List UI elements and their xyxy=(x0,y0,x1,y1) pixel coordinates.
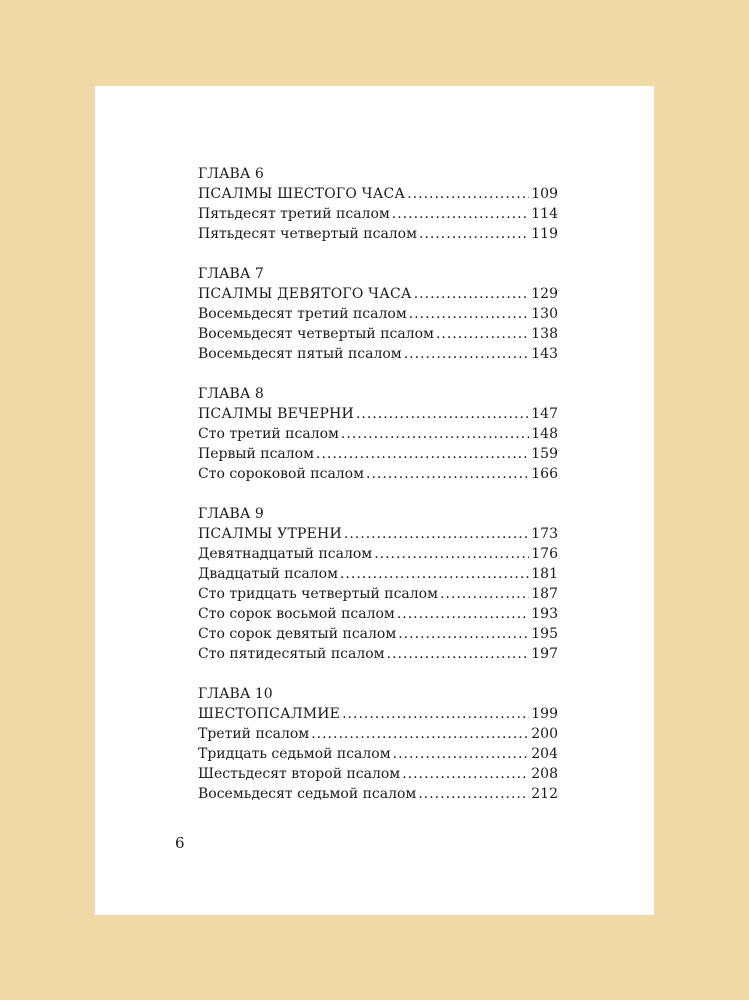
dot-leader xyxy=(311,724,529,744)
entry-page-number: 204 xyxy=(531,746,558,762)
entry-page-number: 109 xyxy=(531,186,558,202)
entry-page-number: 200 xyxy=(531,726,558,742)
dot-leader xyxy=(398,624,529,644)
entry-label: Сто тридцать четвертый псалом xyxy=(198,586,438,602)
entry-label: Восемьдесят четвертый псалом xyxy=(198,326,434,342)
entry-label: Сто сорок восьмой псалом xyxy=(198,606,395,622)
toc-entry xyxy=(198,424,558,444)
chapter-title: ГЛАВА 9 xyxy=(198,506,264,522)
entry-page-number: 119 xyxy=(531,226,558,242)
entry-label: ПСАЛМЫ ШЕСТОГО ЧАСА xyxy=(198,186,406,202)
entry-label: Первый псалом xyxy=(198,446,314,462)
entry-label: Восемьдесят третий псалом xyxy=(198,306,407,322)
toc-entry xyxy=(198,584,558,604)
entry-label: Пятьдесят четвертый псалом xyxy=(198,226,417,242)
entry-label: ШЕСТОПСАЛМИЕ xyxy=(198,706,341,722)
toc-entry xyxy=(198,464,558,484)
entry-page-number: 193 xyxy=(531,606,558,622)
page-number: 6 xyxy=(175,834,185,852)
toc-entry xyxy=(198,604,558,624)
toc-entry xyxy=(198,564,558,584)
toc-entry xyxy=(198,764,558,784)
entry-page-number: 173 xyxy=(531,526,558,542)
entry-label: ПСАЛМЫ ДЕВЯТОГО ЧАСА xyxy=(198,286,412,302)
dot-leader xyxy=(342,704,529,724)
dot-leader xyxy=(436,324,529,344)
dot-leader xyxy=(374,544,529,564)
toc-entry xyxy=(198,524,558,544)
entry-page-number: 143 xyxy=(531,346,558,362)
entry-page-number: 129 xyxy=(531,286,558,302)
entry-label: Сто пятидесятый псалом xyxy=(198,646,385,662)
chapter-title: ГЛАВА 10 xyxy=(198,686,273,702)
dot-leader xyxy=(387,644,530,664)
entry-page-number: 166 xyxy=(531,466,558,482)
dot-leader xyxy=(407,184,529,204)
dot-leader xyxy=(440,584,529,604)
dot-leader xyxy=(316,444,529,464)
entry-label: Пятьдесят третий псалом xyxy=(198,206,390,222)
toc-entry xyxy=(198,704,558,724)
chapter-6 xyxy=(198,164,558,244)
entry-label: Двадцатый псалом xyxy=(198,566,338,582)
toc-entry xyxy=(198,404,558,424)
entry-label: Сто третий псалом xyxy=(198,426,339,442)
entry-page-number: 199 xyxy=(531,706,558,722)
dot-leader xyxy=(419,224,529,244)
entry-page-number: 181 xyxy=(531,566,558,582)
entry-label: ПСАЛМЫ ВЕЧЕРНИ xyxy=(198,406,354,422)
entry-page-number: 197 xyxy=(531,646,558,662)
entry-page-number: 195 xyxy=(531,626,558,642)
chapter-title: ГЛАВА 7 xyxy=(198,266,264,282)
entry-label: Сто сорок девятый псалом xyxy=(198,626,397,642)
toc-entry xyxy=(198,744,558,764)
chapter-8 xyxy=(198,384,558,484)
dot-leader xyxy=(404,344,530,364)
dot-leader xyxy=(344,524,529,544)
dot-leader xyxy=(397,604,529,624)
chapter-7 xyxy=(198,264,558,364)
toc-entry xyxy=(198,644,558,664)
entry-page-number: 176 xyxy=(531,546,558,562)
entry-label: ПСАЛМЫ УТРЕНИ xyxy=(198,526,342,542)
dot-leader xyxy=(402,764,529,784)
chapter-title: ГЛАВА 6 xyxy=(198,166,264,182)
entry-page-number: 130 xyxy=(531,306,558,322)
dot-leader xyxy=(340,564,529,584)
dot-leader xyxy=(356,404,529,424)
entry-page-number: 114 xyxy=(531,206,558,222)
chapter-10 xyxy=(198,684,558,804)
toc-entry xyxy=(198,724,558,744)
entry-label: Восемьдесят пятый псалом xyxy=(198,346,402,362)
entry-label: Третий псалом xyxy=(198,726,310,742)
toc-entry xyxy=(198,204,558,224)
toc-entry xyxy=(198,344,558,364)
toc-entry xyxy=(198,284,558,304)
entry-page-number: 147 xyxy=(531,406,558,422)
entry-page-number: 148 xyxy=(531,426,558,442)
dot-leader xyxy=(418,784,529,804)
entry-page-number: 138 xyxy=(531,326,558,342)
toc-entry xyxy=(198,544,558,564)
dot-leader xyxy=(392,204,530,224)
entry-label: Восемьдесят седьмой псалом xyxy=(198,786,417,802)
toc-entry xyxy=(198,784,558,804)
dot-leader xyxy=(341,424,529,444)
dot-leader xyxy=(409,304,530,324)
entry-page-number: 212 xyxy=(531,786,558,802)
chapter-title: ГЛАВА 8 xyxy=(198,386,264,402)
dot-leader xyxy=(393,744,530,764)
chapter-9 xyxy=(198,504,558,664)
entry-page-number: 208 xyxy=(531,766,558,782)
toc-entry xyxy=(198,324,558,344)
table-of-contents xyxy=(198,164,558,824)
toc-entry xyxy=(198,624,558,644)
toc-entry xyxy=(198,184,558,204)
entry-page-number: 187 xyxy=(531,586,558,602)
entry-label: Шестьдесят второй псалом xyxy=(198,766,401,782)
entry-label: Сто сороковой псалом xyxy=(198,466,364,482)
entry-label: Тридцать седьмой псалом xyxy=(198,746,391,762)
dot-leader xyxy=(366,464,529,484)
dot-leader xyxy=(414,284,530,304)
entry-label: Девятнадцатый псалом xyxy=(198,546,373,562)
toc-entry xyxy=(198,224,558,244)
toc-entry xyxy=(198,304,558,324)
book-page xyxy=(95,86,654,915)
toc-entry xyxy=(198,444,558,464)
entry-page-number: 159 xyxy=(531,446,558,462)
